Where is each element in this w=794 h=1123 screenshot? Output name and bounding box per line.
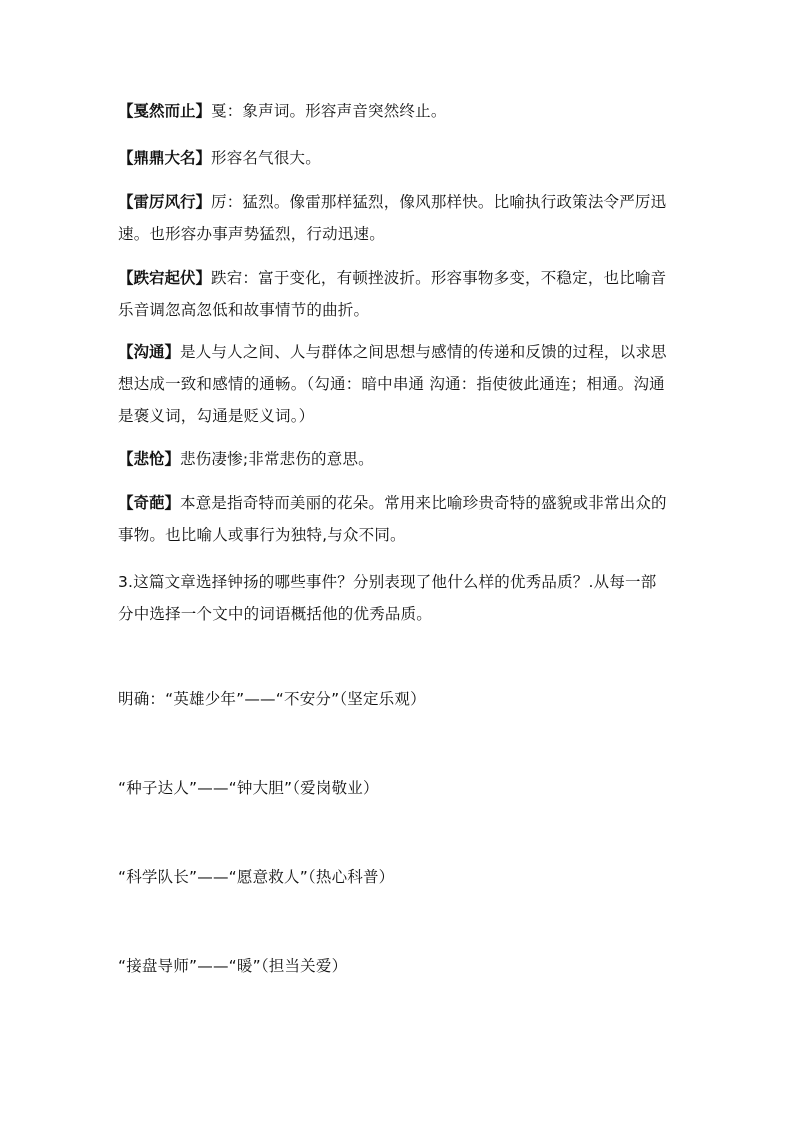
- answer-text: “科学队长”——“愿意救人”（热心科普）: [118, 868, 395, 886]
- glossary-entry-line: [118, 262, 678, 294]
- answer-text: 明确：“英雄少年”——“不安分”（坚定乐观）: [118, 690, 426, 708]
- glossary-term: 【悲怆】: [118, 450, 181, 468]
- glossary-definition: 形容名气很大。: [211, 149, 321, 167]
- glossary-entry-line: [118, 186, 678, 218]
- glossary-term: 【雷厉风行】: [118, 193, 212, 211]
- answer-line-4: [118, 950, 678, 982]
- glossary-definition: 本意是指奇特而美丽的花朵。常用来比喻珍贵奇特的盛貌或非常出众的: [180, 494, 667, 512]
- answer-line-1: [118, 683, 678, 715]
- glossary-entry-line: [118, 336, 678, 368]
- glossary-term: 【鼎鼎大名】: [118, 149, 212, 167]
- glossary-term: 【跌宕起伏】: [118, 269, 212, 287]
- glossary-definition: 是人与人之间、人与群体之间思想与感情的传递和反馈的过程，以求思: [180, 343, 667, 361]
- question-line: 分中选择一个文中的词语概括他的优秀品质。: [118, 605, 433, 623]
- glossary-definition-continued: 是褒义词，勾通是贬义词。）: [118, 407, 315, 425]
- glossary-definition-continued: 想达成一致和感情的通畅。（勾通：暗中串通 沟通：指使彼此通连；相通。沟通: [118, 375, 665, 393]
- glossary-term: 【戛然而止】: [118, 102, 212, 120]
- glossary-entry-beichuang: [118, 443, 678, 475]
- glossary-term: 【奇葩】: [118, 494, 181, 512]
- glossary-definition-continued: 乐音调忽高忽低和故事情节的曲折。: [118, 301, 370, 319]
- answer-line-3: [118, 861, 678, 893]
- glossary-entry-diedangqifu: [118, 262, 678, 326]
- glossary-entry-goutong: [118, 336, 678, 432]
- glossary-entry-line: [118, 487, 678, 519]
- glossary-definition: 戛：象声词。形容声音突然终止。: [211, 102, 447, 120]
- question-paragraph: [118, 566, 678, 630]
- glossary-definition-continued: 事物。也比喻人或事行为独特,与众不同。: [118, 526, 406, 544]
- glossary-entry-qipa: [118, 487, 678, 551]
- glossary-entry-line: [118, 142, 678, 174]
- answer-line-2: [118, 772, 678, 804]
- answer-text: “种子达人”——“钟大胆”（爱岗敬业）: [118, 779, 379, 797]
- glossary-definition-continued: 速。也形容办事声势猛烈，行动迅速。: [118, 225, 385, 243]
- glossary-entry-line: [118, 95, 678, 127]
- glossary-entry-dingdingdaming: [118, 142, 678, 174]
- glossary-term: 【沟通】: [118, 343, 181, 361]
- glossary-definition: 悲伤凄惨;非常悲伤的意思。: [180, 450, 374, 468]
- glossary-entry-jiaranerzhi: [118, 95, 678, 127]
- glossary-entry-line: [118, 443, 678, 475]
- glossary-definition: 跌宕：富于变化，有顿挫波折。形容事物多变，不稳定，也比喻音: [211, 269, 667, 287]
- glossary-entry-leilifengxing: [118, 186, 678, 250]
- answer-text: “接盘导师”——“暖”（担当关爱）: [118, 957, 348, 975]
- glossary-definition: 厉：猛烈。像雷那样猛烈，像风那样快。比喻执行政策法令严厉迅: [211, 193, 667, 211]
- question-line: 3.这篇文章选择钟扬的哪些事件？分别表现了他什么样的优秀品质？.从每一部: [118, 573, 657, 591]
